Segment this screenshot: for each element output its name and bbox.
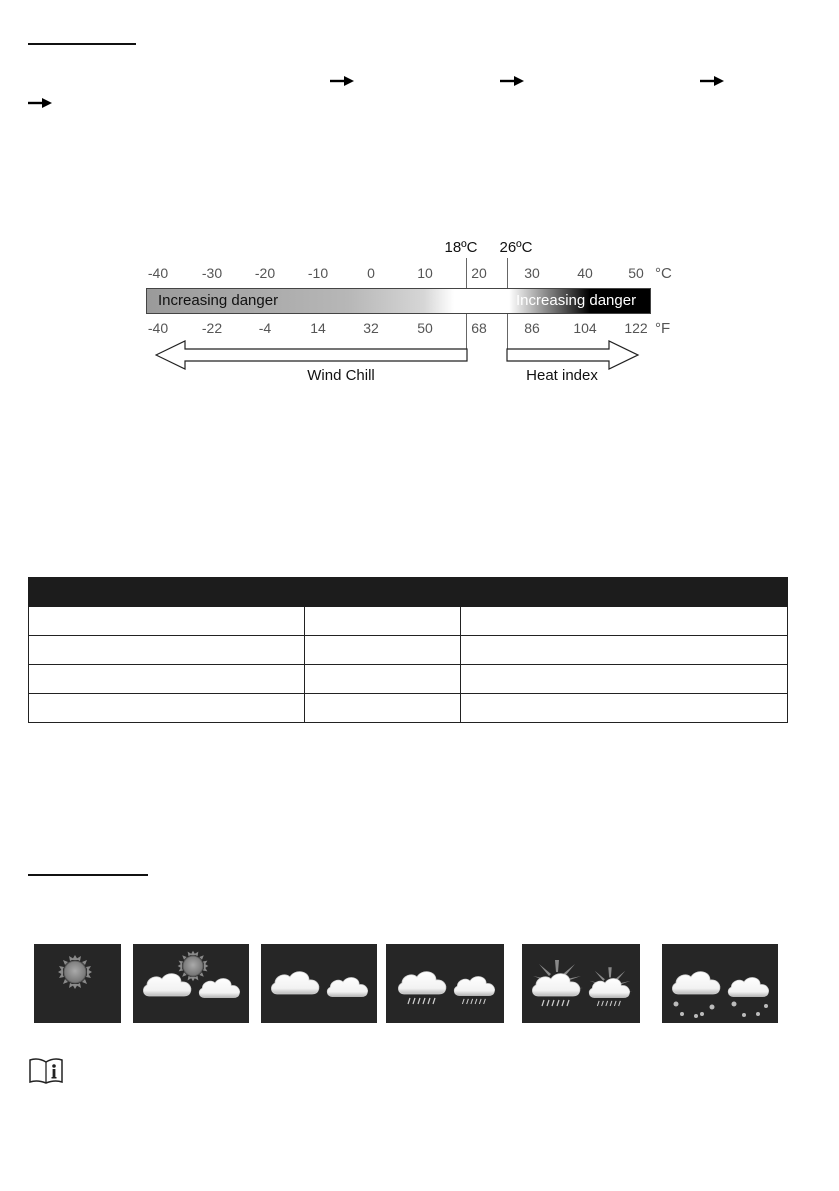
weather-icon-storm — [522, 944, 640, 1023]
weather-icon-sunny — [34, 944, 121, 1023]
fahrenheit-tick: -40 — [147, 320, 169, 336]
partly-cloudy-icon — [133, 944, 249, 1023]
table-cell — [304, 694, 461, 723]
weather-icon-cloudy — [261, 944, 377, 1023]
wind-chill-arrow-icon — [155, 340, 469, 370]
storm-icon — [522, 944, 640, 1023]
table-row — [29, 607, 788, 636]
table-header-cell — [461, 578, 788, 607]
table-cell — [29, 636, 305, 665]
info-table — [28, 577, 788, 723]
table-cell — [461, 607, 788, 636]
fahrenheit-tick: -22 — [201, 320, 223, 336]
table-cell — [29, 607, 305, 636]
table-header-row — [29, 578, 788, 607]
cloudy-icon — [261, 944, 377, 1023]
celsius-tick: 40 — [577, 265, 593, 281]
arrow-right-icon — [28, 97, 52, 109]
table-cell — [461, 694, 788, 723]
table-cell — [29, 665, 305, 694]
celsius-tick: -10 — [307, 265, 329, 281]
table-row — [29, 694, 788, 723]
heat-index-label: Heat index — [526, 367, 598, 384]
arrow-right-icon — [700, 75, 724, 87]
fahrenheit-tick: 50 — [417, 320, 433, 336]
marker-26c-label: 26ºC — [499, 239, 533, 256]
table-header-cell — [304, 578, 461, 607]
table-cell — [304, 665, 461, 694]
weather-icon-partly-cloudy — [133, 944, 249, 1023]
celsius-tick: 0 — [367, 265, 375, 281]
weather-icon-snow — [662, 944, 778, 1023]
celsius-tick: -20 — [254, 265, 276, 281]
marker-18c-label: 18ºC — [444, 239, 478, 256]
wind-chill-danger-text: Increasing danger — [158, 292, 279, 309]
table-cell — [461, 665, 788, 694]
celsius-unit: °C — [655, 265, 672, 282]
celsius-tick: 20 — [471, 265, 487, 281]
fahrenheit-tick: 104 — [573, 320, 597, 336]
arrow-right-icon — [330, 75, 354, 87]
fahrenheit-tick: 32 — [363, 320, 379, 336]
celsius-tick: -30 — [201, 265, 223, 281]
fahrenheit-tick: 68 — [471, 320, 487, 336]
table-cell — [304, 607, 461, 636]
celsius-tick: -40 — [147, 265, 169, 281]
fahrenheit-tick: 122 — [624, 320, 648, 336]
table-cell — [461, 636, 788, 665]
table-cell — [29, 694, 305, 723]
table-row — [29, 665, 788, 694]
celsius-tick: 50 — [628, 265, 644, 281]
heat-index-danger-text: Increasing danger — [516, 292, 637, 309]
weather-icon-rain — [386, 944, 504, 1023]
celsius-tick: 30 — [524, 265, 540, 281]
snow-icon — [662, 944, 778, 1023]
info-manual-icon — [28, 1058, 64, 1084]
table-row — [29, 636, 788, 665]
table-header-cell — [29, 578, 305, 607]
table-cell — [304, 636, 461, 665]
sunny-icon — [34, 944, 121, 1023]
section-heading-underline — [28, 43, 136, 45]
fahrenheit-tick: 14 — [310, 320, 326, 336]
fahrenheit-tick: -4 — [258, 320, 272, 336]
fahrenheit-tick: 86 — [524, 320, 540, 336]
rain-icon — [386, 944, 504, 1023]
arrow-right-icon — [500, 75, 524, 87]
heat-index-arrow-icon — [506, 340, 640, 370]
wind-chill-label: Wind Chill — [307, 367, 375, 384]
fahrenheit-unit: °F — [655, 320, 671, 337]
celsius-tick: 10 — [417, 265, 433, 281]
section-heading-underline — [28, 874, 148, 876]
